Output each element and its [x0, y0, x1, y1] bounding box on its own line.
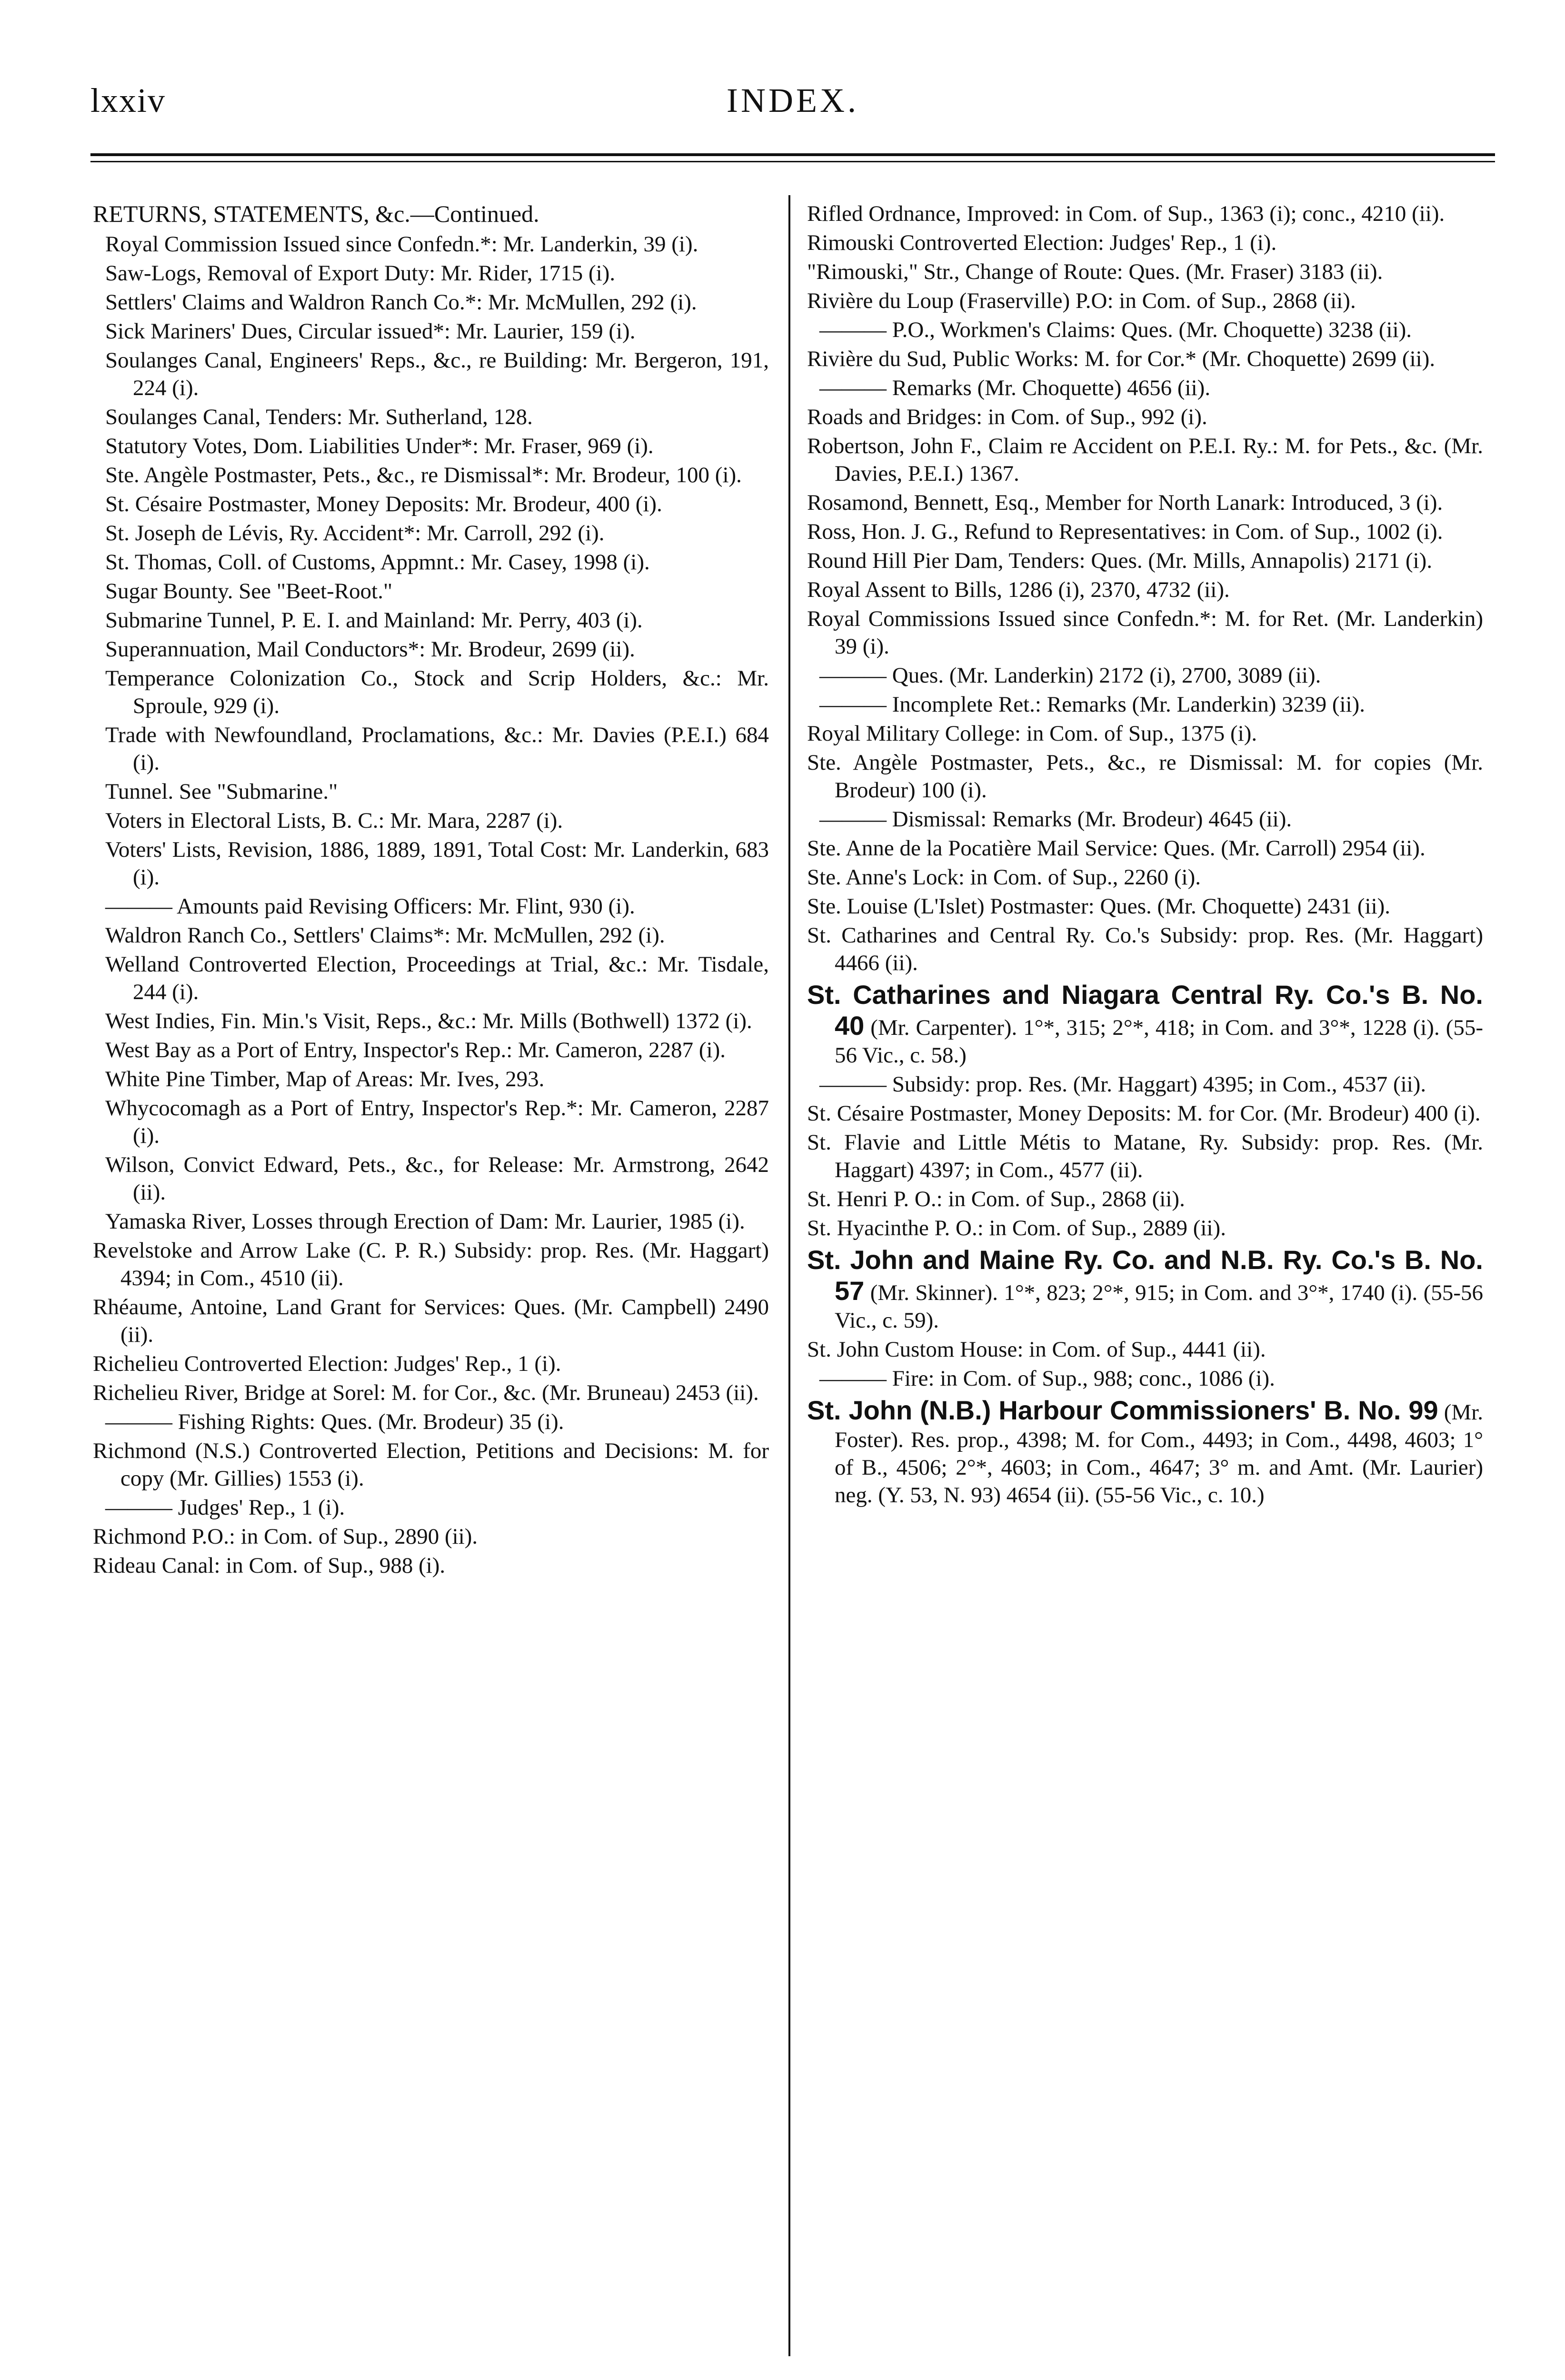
index-entry: St. Catharines and Central Ry. Co.'s Subsidy: prop. Res. (Mr. Haggart) 4466 (ii). — [807, 923, 1483, 975]
index-subentry: Tunnel. See "Submarine." — [105, 779, 338, 804]
index-subentry: Royal Commission Issued since Confedn.*: Mr. Landerkin, 39 (i). — [105, 232, 698, 257]
index-entry: Ste. Anne's Lock: in Com. of Sup., 2260 (i). — [807, 865, 1201, 890]
index-entry: Rideau Canal: in Com. of Sup., 988 (i). — [93, 1553, 446, 1578]
index-entry: St. Césaire Postmaster, Money Deposits: M. for Cor. (Mr. Brodeur) 400 (i). — [807, 1101, 1481, 1126]
index-entry: Rosamond, Bennett, Esq., Member for North Lanark: Introduced, 3 (i). — [807, 490, 1443, 515]
index-subentry: Trade with Newfoundland, Proclamations, &c.: Mr. Davies (P.E.I.) 684 (i). — [105, 723, 769, 775]
index-subentry: St. Joseph de Lévis, Ry. Accident*: Mr. Carroll, 292 (i). — [105, 521, 605, 545]
index-subentry: Submarine Tunnel, P. E. I. and Mainland: Mr. Perry, 403 (i). — [105, 608, 643, 633]
index-entry-bill — [807, 1245, 1483, 1334]
index-entry: Ross, Hon. J. G., Refund to Representatives: in Com. of Sup., 1002 (i). — [807, 519, 1443, 544]
index-subentry: Temperance Colonization Co., Stock and Scrip Holders, &c.: Mr. Sproule, 929 (i). — [105, 666, 769, 718]
index-subentry: St. Thomas, Coll. of Customs, Appmnt.: Mr. Casey, 1998 (i). — [105, 550, 650, 575]
index-subentry: Yamaska River, Losses through Erection of Dam: Mr. Laurier, 1985 (i). — [105, 1209, 745, 1234]
index-subentry: ——— Fire: in Com. of Sup., 988; conc., 1086 (i). — [819, 1366, 1275, 1391]
index-subentry: Wilson, Convict Edward, Pets., &c., for Release: Mr. Armstrong, 2642 (ii). — [105, 1152, 769, 1205]
index-subentry: Voters' Lists, Revision, 1886, 1889, 1891, Total Cost: Mr. Landerkin, 683 (i). — [105, 837, 769, 890]
bill-title: St. John (N.B.) Harbour Commissioners' B. No. 99 — [807, 1395, 1438, 1425]
index-subentry: White Pine Timber, Map of Areas: Mr. Ives, 293. — [105, 1067, 545, 1091]
index-entry: "Rimouski," Str., Change of Route: Ques. (Mr. Fraser) 3183 (ii). — [807, 259, 1383, 284]
index-entry: Rimouski Controverted Election: Judges' Rep., 1 (i). — [807, 230, 1277, 255]
index-subentry: Superannuation, Mail Conductors*: Mr. Brodeur, 2699 (ii). — [105, 637, 635, 662]
left-column — [93, 200, 769, 1581]
page-header — [90, 71, 1495, 129]
index-subentry: West Indies, Fin. Min.'s Visit, Reps., &c.: Mr. Mills (Bothwell) 1372 (i). — [105, 1009, 752, 1033]
index-entry: Royal Assent to Bills, 1286 (i), 2370, 4732 (ii). — [807, 577, 1230, 602]
index-entry: Roads and Bridges: in Com. of Sup., 992 (i). — [807, 405, 1207, 429]
index-subentry: ——— Ques. (Mr. Landerkin) 2172 (i), 2700, 3089 (ii). — [819, 663, 1321, 688]
bill-title: St. Catharines and Niagara Central Ry. Co.'s B. No. 40 — [807, 980, 1483, 1041]
index-entry: Robertson, John F., Claim re Accident on P.E.I. Ry.: M. for Pets., &c. (Mr. Davies, P.E.I.) 1367. — [807, 434, 1483, 486]
right-column — [807, 200, 1483, 1510]
index-entry: Ste. Anne de la Pocatière Mail Service: Ques. (Mr. Carroll) 2954 (ii). — [807, 836, 1425, 861]
index-entry: Ste. Angèle Postmaster, Pets., &c., re Dismissal: M. for copies (Mr. Brodeur) 100 (i). — [807, 750, 1483, 803]
index-subentry: ——— Dismissal: Remarks (Mr. Brodeur) 4645 (ii). — [819, 807, 1292, 832]
index-entry: Richmond P.O.: in Com. of Sup., 2890 (ii). — [93, 1524, 478, 1549]
index-subentry: Settlers' Claims and Waldron Ranch Co.*: Mr. McMullen, 292 (i). — [105, 290, 697, 315]
index-subentry: St. Césaire Postmaster, Money Deposits: Mr. Brodeur, 400 (i). — [105, 492, 662, 516]
index-subentry: Soulanges Canal, Tenders: Mr. Sutherland, 128. — [105, 405, 533, 429]
index-entry: Ste. Louise (L'Islet) Postmaster: Ques. (Mr. Choquette) 2431 (ii). — [807, 894, 1391, 919]
index-subentry: Sugar Bounty. See "Beet-Root." — [105, 579, 393, 604]
index-entry: St. Flavie and Little Métis to Matane, Ry. Subsidy: prop. Res. (Mr. Haggart) 4397; in Com., 4577 (ii). — [807, 1130, 1483, 1182]
index-entry: Royal Military College: in Com. of Sup., 1375 (i). — [807, 721, 1257, 746]
index-subentry: Sick Mariners' Dues, Circular issued*: Mr. Laurier, 159 (i). — [105, 319, 636, 344]
bill-details: (Mr. Skinner). 1°*, 823; 2°*, 915; in Com. and 3°*, 1740 (i). (55-56 Vic., c. 59). — [835, 1280, 1483, 1333]
index-entry: Round Hill Pier Dam, Tenders: Ques. (Mr. Mills, Annapolis) 2171 (i). — [807, 548, 1433, 573]
running-title: INDEX. — [727, 81, 859, 119]
index-subentry: ——— Judges' Rep., 1 (i). — [105, 1495, 345, 1520]
index-subentry: West Bay as a Port of Entry, Inspector's Rep.: Mr. Cameron, 2287 (i). — [105, 1038, 726, 1062]
index-entry: St. John Custom House: in Com. of Sup., 4441 (ii). — [807, 1337, 1266, 1362]
index-subentry: Welland Controverted Election, Proceedings at Trial, &c.: Mr. Tisdale, 244 (i). — [105, 952, 769, 1004]
index-entry: Rivière du Loup (Fraserville) P.O: in Com. of Sup., 2868 (ii). — [807, 288, 1356, 313]
header-rule — [90, 153, 1495, 156]
index-subentry: Soulanges Canal, Engineers' Reps., &c., re Building: Mr. Bergeron, 191, 224 (i). — [105, 348, 769, 400]
index-entry: Rifled Ordnance, Improved: in Com. of Sup., 1363 (i); conc., 4210 (ii). — [807, 201, 1445, 226]
index-entry-bill — [807, 1395, 1483, 1509]
index-subentry: ——— Incomplete Ret.: Remarks (Mr. Landerkin) 3239 (ii). — [819, 692, 1366, 717]
index-entry-bill — [807, 980, 1483, 1069]
header-rule-thin — [90, 161, 1495, 162]
bill-title: St. John and Maine Ry. Co. and N.B. Ry. Co.'s B. No. 57 — [807, 1245, 1483, 1306]
index-subentry: ——— Amounts paid Revising Officers: Mr. Flint, 930 (i). — [105, 894, 635, 919]
index-subentry: ——— Fishing Rights: Ques. (Mr. Brodeur) 35 (i). — [105, 1409, 564, 1434]
page-number: lxxiv — [90, 81, 166, 119]
index-subentry: Waldron Ranch Co., Settlers' Claims*: Mr. McMullen, 292 (i). — [105, 923, 665, 948]
index-entry: St. Henri P. O.: in Com. of Sup., 2868 (ii). — [807, 1187, 1185, 1211]
index-subentry: Saw-Logs, Removal of Export Duty: Mr. Rider, 1715 (i). — [105, 261, 616, 286]
index-subentry: Statutory Votes, Dom. Liabilities Under*: Mr. Fraser, 969 (i). — [105, 434, 654, 458]
index-subentry: ——— Subsidy: prop. Res. (Mr. Haggart) 4395; in Com., 4537 (ii). — [819, 1072, 1426, 1097]
index-subentry: ——— P.O., Workmen's Claims: Ques. (Mr. Choquette) 3238 (ii). — [819, 317, 1412, 342]
index-subentry: Whycocomagh as a Port of Entry, Inspector's Rep.*: Mr. Cameron, 2287 (i). — [105, 1096, 769, 1148]
bill-details: (Mr. Foster). Res. prop., 4398; M. for Com., 4493; in Com., 4498, 4603; 1° of B., 4506; 2°*, 4603; in Com., 4647; 3° m. and Amt. (Mr. Laurier) neg. (Y. 53, N. 93) 4654 (ii). (55-56 Vic., c. 10.) — [835, 1400, 1483, 1507]
bill-details: (Mr. Carpenter). 1°*, 315; 2°*, 418; in Com. and 3°*, 1228 (i). (55-56 Vic., c. 58.) — [835, 1015, 1483, 1068]
index-entry: Revelstoke and Arrow Lake (C. P. R.) Subsidy: prop. Res. (Mr. Haggart) 4394; in Com., 4510 (ii). — [93, 1238, 769, 1290]
index-subentry: ——— Remarks (Mr. Choquette) 4656 (ii). — [819, 376, 1211, 400]
index-entry: Rhéaume, Antoine, Land Grant for Services: Ques. (Mr. Campbell) 2490 (ii). — [93, 1295, 769, 1347]
index-entry: Rivière du Sud, Public Works: M. for Cor.* (Mr. Choquette) 2699 (ii). — [807, 347, 1435, 371]
index-entry: Royal Commissions Issued since Confedn.*: M. for Ret. (Mr. Landerkin) 39 (i). — [807, 606, 1483, 659]
index-entry: Richmond (N.S.) Controverted Election, Petitions and Decisions: M. for copy (Mr. Gillies) 1553 (i). — [93, 1438, 769, 1491]
section-heading: RETURNS, STATEMENTS, &c.—Continued. — [93, 200, 539, 227]
column-divider — [788, 195, 790, 2356]
index-entry: Richelieu Controverted Election: Judges' Rep., 1 (i). — [93, 1351, 561, 1376]
index-subentry: Ste. Angèle Postmaster, Pets., &c., re Dismissal*: Mr. Brodeur, 100 (i). — [105, 463, 742, 487]
index-entry: St. Hyacinthe P. O.: in Com. of Sup., 2889 (ii). — [807, 1216, 1226, 1240]
index-subentry: Voters in Electoral Lists, B. C.: Mr. Mara, 2287 (i). — [105, 808, 563, 833]
index-entry: Richelieu River, Bridge at Sorel: M. for Cor., &c. (Mr. Bruneau) 2453 (ii). — [93, 1380, 759, 1405]
